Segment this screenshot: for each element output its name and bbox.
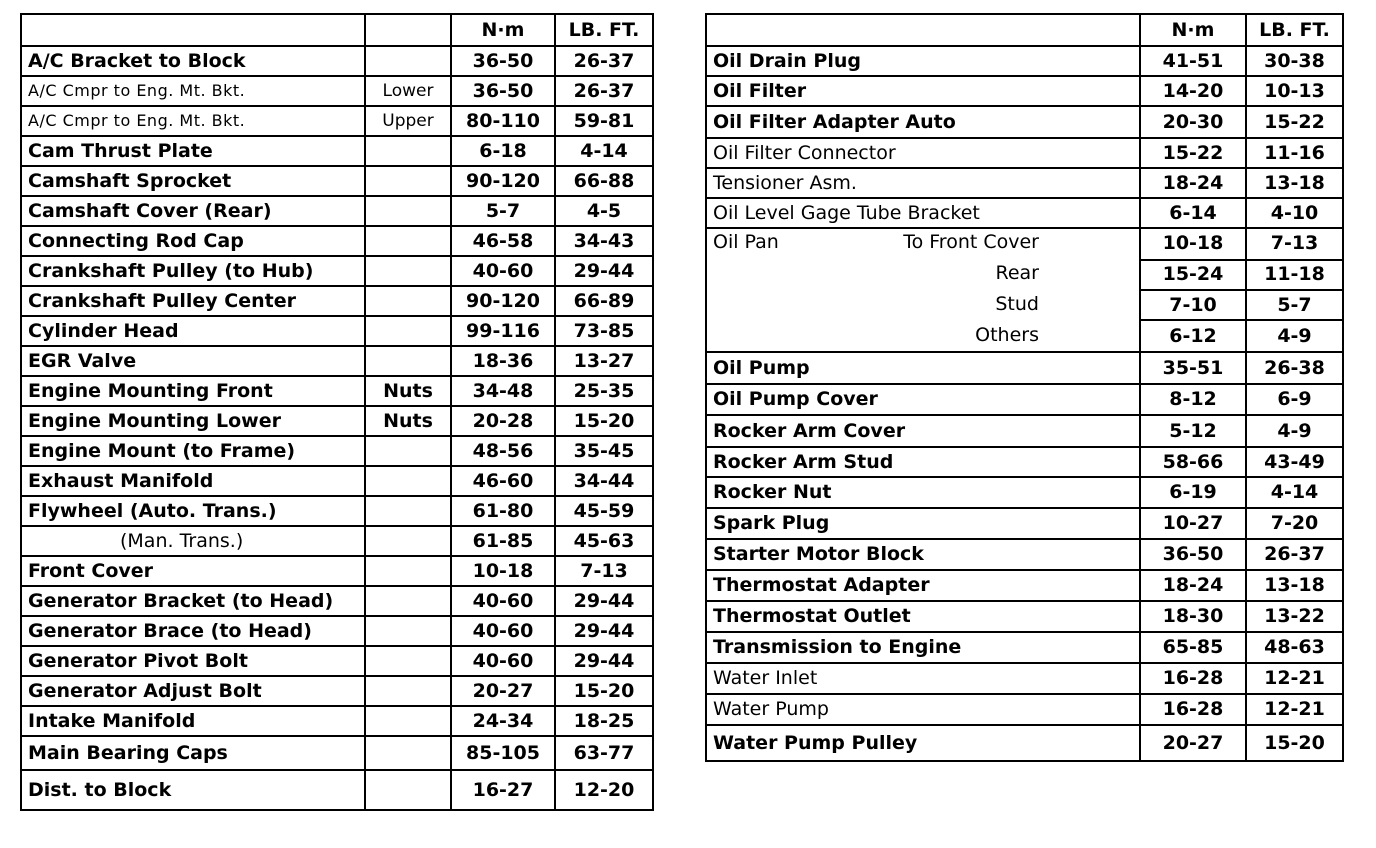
table-row bbox=[21, 376, 653, 406]
torque-nm: 46-58 bbox=[451, 226, 555, 256]
torque-lbft: 18-25 bbox=[555, 706, 653, 736]
position-note: Upper bbox=[365, 106, 451, 136]
position-note bbox=[365, 770, 451, 810]
torque-nm: 18-30 bbox=[1140, 601, 1246, 632]
torque-lbft: 29-44 bbox=[555, 586, 653, 616]
table-row bbox=[706, 46, 1343, 76]
table-row bbox=[706, 76, 1343, 106]
part-name: Generator Pivot Bolt bbox=[21, 646, 365, 676]
torque-nm: 90-120 bbox=[451, 166, 555, 196]
table-row bbox=[21, 526, 653, 556]
torque-lbft: 13-22 bbox=[1246, 601, 1343, 632]
torque-lbft: 10-13 bbox=[1246, 76, 1343, 106]
torque-nm: 18-24 bbox=[1140, 168, 1246, 198]
table-row bbox=[21, 466, 653, 496]
position-note bbox=[365, 226, 451, 256]
table-row bbox=[706, 384, 1343, 415]
torque-nm: 6-14 bbox=[1140, 198, 1246, 228]
header-row bbox=[706, 14, 1343, 46]
part-name: Oil Filter Adapter Auto bbox=[706, 106, 1140, 138]
torque-lbft: 15-22 bbox=[1246, 106, 1343, 138]
torque-lbft: 7-13 bbox=[555, 556, 653, 586]
torque-nm: 16-28 bbox=[1140, 663, 1246, 694]
torque-nm: 16-27 bbox=[451, 770, 555, 810]
part-name: Oil Pump Cover bbox=[706, 384, 1140, 415]
table-row bbox=[21, 106, 653, 136]
position-note bbox=[365, 736, 451, 770]
header-row bbox=[21, 14, 653, 46]
table-row bbox=[21, 286, 653, 316]
sub-location: Rear bbox=[995, 262, 1039, 284]
part-name: Tensioner Asm. bbox=[706, 168, 1140, 198]
torque-nm: 5-7 bbox=[451, 196, 555, 226]
table-row bbox=[21, 166, 653, 196]
position-note bbox=[365, 526, 451, 556]
part-name: A/C Cmpr to Eng. Mt. Bkt. bbox=[21, 76, 365, 106]
table-row bbox=[21, 256, 653, 286]
part-name: (Man. Trans.) bbox=[21, 526, 365, 556]
part-name: Camshaft Sprocket bbox=[21, 166, 365, 196]
torque-lbft: 66-89 bbox=[555, 286, 653, 316]
torque-lbft: 4-14 bbox=[1246, 477, 1343, 508]
header-part bbox=[706, 14, 1140, 46]
part-name: Water Inlet bbox=[706, 663, 1140, 694]
torque-nm: 10-18 bbox=[451, 556, 555, 586]
table-row bbox=[706, 168, 1343, 198]
torque-nm: 99-116 bbox=[451, 316, 555, 346]
part-name: A/C Bracket to Block bbox=[21, 46, 365, 76]
torque-nm: 40-60 bbox=[451, 646, 555, 676]
position-note bbox=[365, 556, 451, 586]
torque-lbft: 29-44 bbox=[555, 256, 653, 286]
torque-nm: 35-51 bbox=[1140, 352, 1246, 384]
part-name: Engine Mounting Front bbox=[21, 376, 365, 406]
header-lbft: LB. FT. bbox=[1246, 14, 1343, 46]
table-row bbox=[21, 736, 653, 770]
part-name: Transmission to Engine bbox=[706, 632, 1140, 663]
position-note bbox=[365, 496, 451, 526]
part-name: Engine Mounting Lower bbox=[21, 406, 365, 436]
position-note bbox=[365, 46, 451, 76]
position-note bbox=[365, 286, 451, 316]
part-name: Oil Pump bbox=[706, 352, 1140, 384]
torque-lbft: 12-21 bbox=[1246, 663, 1343, 694]
part-name: Oil Filter bbox=[706, 76, 1140, 106]
torque-nm: 41-51 bbox=[1140, 46, 1246, 76]
part-name: Front Cover bbox=[21, 556, 365, 586]
table-row bbox=[706, 601, 1343, 632]
torque-lbft: 13-18 bbox=[1246, 570, 1343, 601]
table-row bbox=[21, 196, 653, 226]
torque-nm: 15-24 bbox=[1140, 260, 1246, 290]
part-name: Cam Thrust Plate bbox=[21, 136, 365, 166]
part-name: Oil Level Gage Tube Bracket bbox=[706, 198, 1140, 228]
table-row bbox=[21, 676, 653, 706]
table-row bbox=[21, 556, 653, 586]
table-row bbox=[21, 616, 653, 646]
table-row bbox=[706, 415, 1343, 447]
part-name: Water Pump Pulley bbox=[706, 725, 1140, 761]
table-row bbox=[21, 436, 653, 466]
part-name: Dist. to Block bbox=[21, 770, 365, 810]
position-note bbox=[365, 346, 451, 376]
torque-lbft: 13-18 bbox=[1246, 168, 1343, 198]
table-row bbox=[21, 406, 653, 436]
position-note bbox=[365, 676, 451, 706]
torque-nm: 61-80 bbox=[451, 496, 555, 526]
torque-lbft: 35-45 bbox=[555, 436, 653, 466]
torque-lbft: 66-88 bbox=[555, 166, 653, 196]
torque-nm: 6-19 bbox=[1140, 477, 1246, 508]
table-row bbox=[706, 508, 1343, 539]
part-name: Connecting Rod Cap bbox=[21, 226, 365, 256]
position-note: Nuts bbox=[365, 376, 451, 406]
torque-lbft: 15-20 bbox=[1246, 725, 1343, 761]
torque-lbft: 4-9 bbox=[1246, 320, 1343, 352]
sub-location: Others bbox=[975, 324, 1039, 346]
part-name: Generator Brace (to Head) bbox=[21, 616, 365, 646]
position-note bbox=[365, 136, 451, 166]
torque-lbft: 6-9 bbox=[1246, 384, 1343, 415]
table-row bbox=[706, 138, 1343, 168]
table-row bbox=[21, 646, 653, 676]
torque-lbft: 73-85 bbox=[555, 316, 653, 346]
torque-lbft: 11-18 bbox=[1246, 260, 1343, 290]
table-row bbox=[21, 770, 653, 810]
torque-lbft: 45-59 bbox=[555, 496, 653, 526]
torque-nm: 7-10 bbox=[1140, 290, 1246, 320]
torque-lbft: 4-14 bbox=[555, 136, 653, 166]
part-name: Generator Bracket (to Head) bbox=[21, 586, 365, 616]
position-note: Nuts bbox=[365, 406, 451, 436]
table-row bbox=[706, 477, 1343, 508]
table-row bbox=[706, 228, 1343, 260]
torque-lbft: 4-5 bbox=[555, 196, 653, 226]
torque-lbft: 11-16 bbox=[1246, 138, 1343, 168]
table-row bbox=[21, 76, 653, 106]
sub-location: Stud bbox=[995, 293, 1039, 315]
part-name: Crankshaft Pulley Center bbox=[21, 286, 365, 316]
torque-nm: 14-20 bbox=[1140, 76, 1246, 106]
torque-lbft: 34-43 bbox=[555, 226, 653, 256]
table-row bbox=[21, 136, 653, 166]
part-name: Oil Pan bbox=[713, 231, 779, 253]
torque-table-right bbox=[705, 13, 1344, 762]
torque-nm: 40-60 bbox=[451, 256, 555, 286]
torque-nm: 5-12 bbox=[1140, 415, 1246, 447]
position-note bbox=[365, 466, 451, 496]
position-note bbox=[365, 646, 451, 676]
part-name: Crankshaft Pulley (to Hub) bbox=[21, 256, 365, 286]
position-note bbox=[365, 706, 451, 736]
position-note bbox=[365, 616, 451, 646]
torque-lbft: 26-37 bbox=[555, 46, 653, 76]
sub-location: To Front Cover bbox=[903, 231, 1039, 253]
torque-lbft: 26-38 bbox=[1246, 352, 1343, 384]
torque-lbft: 43-49 bbox=[1246, 447, 1343, 477]
part-name: Cylinder Head bbox=[21, 316, 365, 346]
torque-lbft: 26-37 bbox=[1246, 539, 1343, 570]
torque-lbft: 26-37 bbox=[555, 76, 653, 106]
torque-lbft: 63-77 bbox=[555, 736, 653, 770]
torque-lbft: 13-27 bbox=[555, 346, 653, 376]
table-row bbox=[21, 706, 653, 736]
position-note: Lower bbox=[365, 76, 451, 106]
torque-nm: 40-60 bbox=[451, 616, 555, 646]
part-name: Spark Plug bbox=[706, 508, 1140, 539]
torque-lbft: 15-20 bbox=[555, 676, 653, 706]
table-row bbox=[706, 694, 1343, 725]
table-row bbox=[21, 346, 653, 376]
part-name: Exhaust Manifold bbox=[21, 466, 365, 496]
part-name: Flywheel (Auto. Trans.) bbox=[21, 496, 365, 526]
table-row bbox=[706, 539, 1343, 570]
torque-lbft: 29-44 bbox=[555, 646, 653, 676]
torque-lbft: 7-13 bbox=[1246, 228, 1343, 260]
torque-nm: 46-60 bbox=[451, 466, 555, 496]
header-part bbox=[21, 14, 365, 46]
torque-nm: 8-12 bbox=[1140, 384, 1246, 415]
part-name: Thermostat Outlet bbox=[706, 601, 1140, 632]
part-name: Water Pump bbox=[706, 694, 1140, 725]
part-name: Engine Mount (to Frame) bbox=[21, 436, 365, 466]
part-name: Rocker Nut bbox=[706, 477, 1140, 508]
table-row bbox=[706, 198, 1343, 228]
torque-nm: 58-66 bbox=[1140, 447, 1246, 477]
table-row bbox=[21, 316, 653, 346]
part-name: Generator Adjust Bolt bbox=[21, 676, 365, 706]
table-row bbox=[21, 496, 653, 526]
torque-nm: 34-48 bbox=[451, 376, 555, 406]
torque-nm: 10-27 bbox=[1140, 508, 1246, 539]
torque-lbft: 5-7 bbox=[1246, 290, 1343, 320]
torque-lbft: 15-20 bbox=[555, 406, 653, 436]
part-name: Starter Motor Block bbox=[706, 539, 1140, 570]
torque-nm: 20-27 bbox=[1140, 725, 1246, 761]
table-row bbox=[706, 632, 1343, 663]
part-name: EGR Valve bbox=[21, 346, 365, 376]
torque-nm: 18-24 bbox=[1140, 570, 1246, 601]
table-row bbox=[706, 447, 1343, 477]
torque-lbft: 25-35 bbox=[555, 376, 653, 406]
header-nm: N·m bbox=[1140, 14, 1246, 46]
position-note bbox=[365, 166, 451, 196]
table-row bbox=[706, 570, 1343, 601]
torque-nm: 61-85 bbox=[451, 526, 555, 556]
position-note bbox=[365, 586, 451, 616]
torque-lbft: 29-44 bbox=[555, 616, 653, 646]
torque-nm: 65-85 bbox=[1140, 632, 1246, 663]
torque-nm: 15-22 bbox=[1140, 138, 1246, 168]
table-row bbox=[21, 226, 653, 256]
torque-nm: 48-56 bbox=[451, 436, 555, 466]
part-name: Rocker Arm Stud bbox=[706, 447, 1140, 477]
part-name: Main Bearing Caps bbox=[21, 736, 365, 770]
part-name-group bbox=[706, 228, 1140, 352]
position-note bbox=[365, 256, 451, 286]
table-row bbox=[706, 106, 1343, 138]
torque-nm: 20-27 bbox=[451, 676, 555, 706]
part-name: Oil Drain Plug bbox=[706, 46, 1140, 76]
torque-nm: 10-18 bbox=[1140, 228, 1246, 260]
table-row bbox=[706, 725, 1343, 761]
header-lbft: LB. FT. bbox=[555, 14, 653, 46]
torque-nm: 36-50 bbox=[451, 76, 555, 106]
torque-lbft: 48-63 bbox=[1246, 632, 1343, 663]
table-row bbox=[21, 586, 653, 616]
torque-nm: 36-50 bbox=[451, 46, 555, 76]
part-name: Oil Filter Connector bbox=[706, 138, 1140, 168]
part-name: Intake Manifold bbox=[21, 706, 365, 736]
position-note bbox=[365, 316, 451, 346]
table-row bbox=[706, 352, 1343, 384]
torque-nm: 36-50 bbox=[1140, 539, 1246, 570]
part-name: Camshaft Cover (Rear) bbox=[21, 196, 365, 226]
torque-lbft: 7-20 bbox=[1246, 508, 1343, 539]
header-note bbox=[365, 14, 451, 46]
part-name: A/C Cmpr to Eng. Mt. Bkt. bbox=[21, 106, 365, 136]
torque-nm: 18-36 bbox=[451, 346, 555, 376]
torque-lbft: 59-81 bbox=[555, 106, 653, 136]
torque-lbft: 4-9 bbox=[1246, 415, 1343, 447]
torque-lbft: 30-38 bbox=[1246, 46, 1343, 76]
part-name: Rocker Arm Cover bbox=[706, 415, 1140, 447]
torque-nm: 20-30 bbox=[1140, 106, 1246, 138]
part-name: Thermostat Adapter bbox=[706, 570, 1140, 601]
torque-nm: 16-28 bbox=[1140, 694, 1246, 725]
torque-lbft: 34-44 bbox=[555, 466, 653, 496]
table-row bbox=[706, 663, 1343, 694]
torque-lbft: 45-63 bbox=[555, 526, 653, 556]
torque-nm: 85-105 bbox=[451, 736, 555, 770]
torque-lbft: 4-10 bbox=[1246, 198, 1343, 228]
position-note bbox=[365, 196, 451, 226]
header-nm: N·m bbox=[451, 14, 555, 46]
torque-nm: 6-18 bbox=[451, 136, 555, 166]
torque-nm: 80-110 bbox=[451, 106, 555, 136]
position-note bbox=[365, 436, 451, 466]
torque-lbft: 12-21 bbox=[1246, 694, 1343, 725]
torque-lbft: 12-20 bbox=[555, 770, 653, 810]
table-row bbox=[21, 46, 653, 76]
torque-nm: 24-34 bbox=[451, 706, 555, 736]
torque-nm: 6-12 bbox=[1140, 320, 1246, 352]
torque-table-left bbox=[20, 13, 654, 811]
torque-nm: 90-120 bbox=[451, 286, 555, 316]
torque-nm: 20-28 bbox=[451, 406, 555, 436]
torque-nm: 40-60 bbox=[451, 586, 555, 616]
